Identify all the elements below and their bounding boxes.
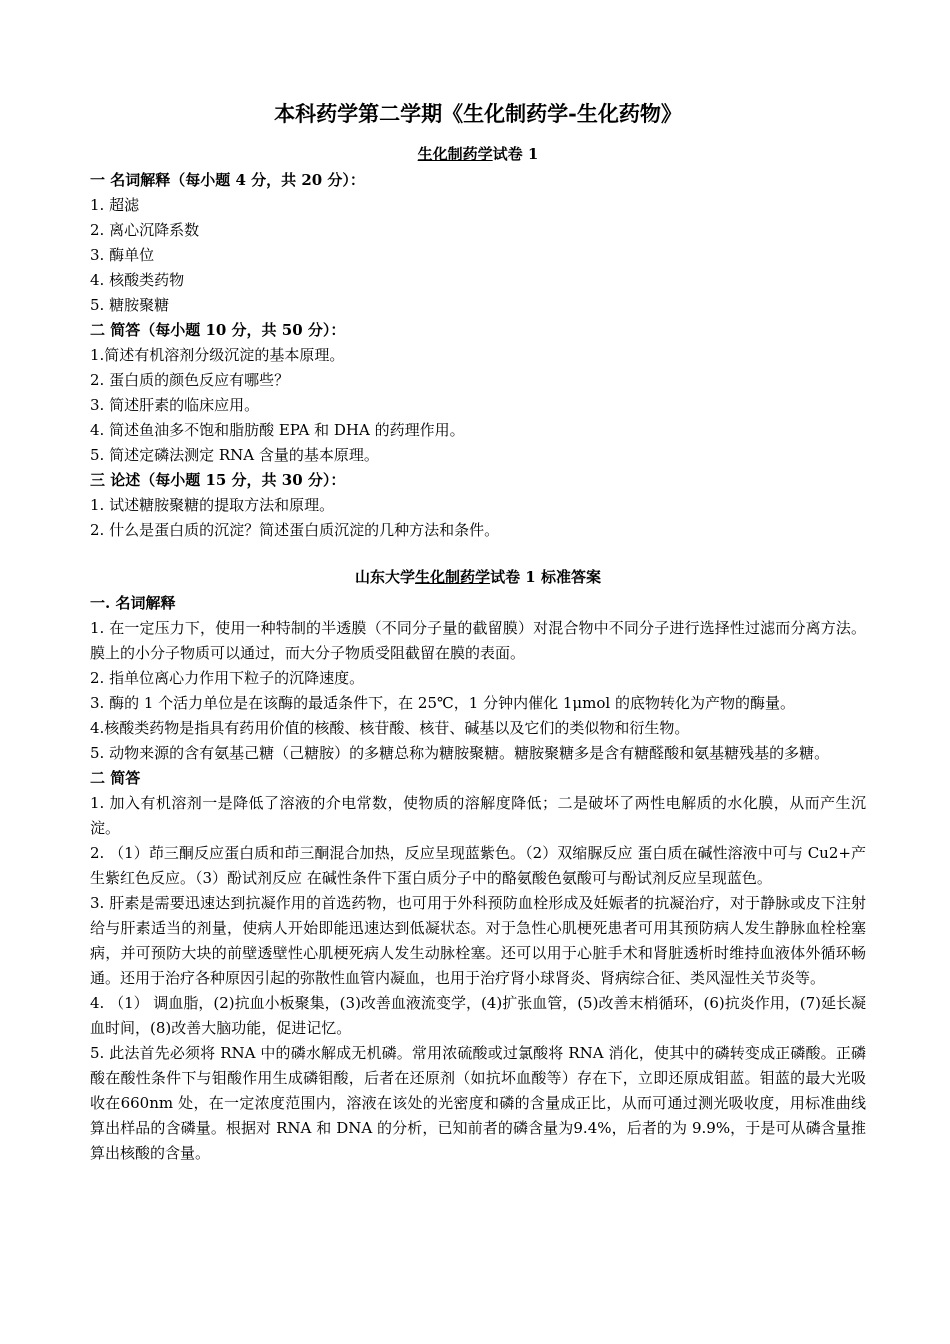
- answer-item: 2. （1）茚三酮反应蛋白质和茚三酮混合加热，反应呈现蓝紫色。（2）双缩脲反应 蛋白质在碱性溶液中可与 Cu2+产生紫红色反应。（3）酚试剂反应 在碱性条件下蛋白质分子中的酪氨酸色氨酸可与酚试剂反应呈现蓝色。: [90, 844, 866, 887]
- document-title: 本科药学第二学期《生化制药学-生化药物》: [274, 101, 682, 126]
- answers-title-prefix: 山东大学: [355, 568, 416, 586]
- section-heading: 二 简答: [90, 769, 141, 787]
- answer-item: 5. 此法首先必须将 RNA 中的磷水解成无机磷。常用浓硫酸或过氯酸将 RNA 消化，使其中的磷转变成正磷酸。正磷酸在酸性条件下与钼酸作用生成磷钼酸，后者在还原剂（如抗坏血酸等）存在下，立即还原成钼蓝。钼蓝的最大光吸收在660nm 处，在一定浓度范围内，溶液在该处的光密度和磷的含量成正比，从而可通过测光吸收度，用标准曲线算出样品的含磷量。根据对 RNA 和 DNA 的分析，已知前者的磷含量为9.4%，后者的为 9.9%，于是可从磷含量推算出核酸的含量。: [90, 1044, 866, 1162]
- question-item: 5. 简述定磷法测定 RNA 含量的基本原理。: [90, 446, 379, 464]
- answers-section-definitions: [90, 591, 866, 766]
- question-item: 1.简述有机溶剂分级沉淀的基本原理。: [90, 346, 345, 364]
- exam-section-essay: [90, 468, 866, 543]
- answer-item: 1. 在一定压力下，使用一种特制的半透膜（不同分子量的截留膜）对混合物中不同分子进行选择性过滤而分离方法。膜上的小分子物质可以通过，而大分子物质受阻截留在膜的表面。: [90, 619, 866, 662]
- answer-item: 4. （1） 调血脂，(2)抗血小板聚集，(3)改善血液流变学，(4)扩张血管，(5)改善末梢循环，(6)抗炎作用，(7)延长凝血时间，(8)改善大脑功能，促进记忆。: [90, 994, 866, 1037]
- section-heading: 一. 名词解释: [90, 594, 176, 612]
- answers-section-short-answer: [90, 766, 866, 1166]
- answer-item: 3. 酶的 1 个活力单位是在该酶的最适条件下，在 25℃，1 分钟内催化 1μmol 的底物转化为产物的酶量。: [90, 694, 795, 712]
- exam-title-underlined: 生化制药学: [417, 145, 493, 163]
- answers-title-underlined: 生化制药学: [415, 568, 491, 586]
- answer-item: 4.核酸类药物是指具有药用价值的核酸、核苷酸、核苷、碱基以及它们的类似物和衍生物。: [90, 719, 690, 737]
- answer-item: 3. 肝素是需要迅速达到抗凝作用的首选药物，也可用于外科预防血栓形成及妊娠者的抗凝治疗，对于静脉或皮下注射给与肝素适当的剂量，使病人开始即能迅速达到低凝状态。对于急性心肌梗死患者可用其预防病人发生静脉血栓栓塞病，并可预防大块的前壁透壁性心肌梗死病人发生动脉栓塞。还可以用于心脏手术和肾脏透析时维持血液体外循环畅通。还用于治疗各种原因引起的弥散性血管内凝血，也用于治疗肾小球肾炎、肾病综合征、类风湿性关节炎等。: [90, 894, 866, 987]
- answer-item: 2. 指单位离心力作用下粒子的沉降速度。: [90, 669, 365, 687]
- exam-title: [90, 142, 866, 166]
- question-item: 3. 酶单位: [90, 246, 155, 264]
- question-item: 1. 超滤: [90, 196, 140, 214]
- question-item: 1. 试述糖胺聚糖的提取方法和原理。: [90, 496, 335, 514]
- exam-section-short-answer: [90, 318, 866, 468]
- exam-title-suffix: 试卷 1: [492, 145, 539, 163]
- question-item: 2. 离心沉降系数: [90, 221, 200, 239]
- answers-title-suffix: 试卷 1 标准答案: [490, 568, 601, 586]
- exam-section-definitions: [90, 168, 866, 318]
- question-item: 3. 简述肝素的临床应用。: [90, 396, 260, 414]
- question-item: 2. 什么是蛋白质的沉淀？简述蛋白质沉淀的几种方法和条件。: [90, 521, 500, 539]
- section-heading: 一 名词解释（每小题 4 分，共 20 分）：: [90, 171, 365, 189]
- answer-item: 1. 加入有机溶剂一是降低了溶液的介电常数，使物质的溶解度降低；二是破坏了两性电解质的水化膜，从而产生沉淀。: [90, 794, 866, 837]
- answers-title: [90, 565, 866, 589]
- section-heading: 二 简答（每小题 10 分，共 50 分）：: [90, 321, 346, 339]
- answer-item: 5. 动物来源的含有氨基己糖（己糖胺）的多糖总称为糖胺聚糖。糖胺聚糖多是含有糖醛酸和氨基糖残基的多糖。: [90, 744, 830, 762]
- section-heading: 三 论述（每小题 15 分，共 30 分）：: [90, 471, 346, 489]
- question-item: 4. 简述鱼油多不饱和脂肪酸 EPA 和 DHA 的药理作用。: [90, 421, 465, 439]
- question-item: 2. 蛋白质的颜色反应有哪些？: [90, 371, 290, 389]
- question-item: 5. 糖胺聚糖: [90, 296, 170, 314]
- question-item: 4. 核酸类药物: [90, 271, 185, 289]
